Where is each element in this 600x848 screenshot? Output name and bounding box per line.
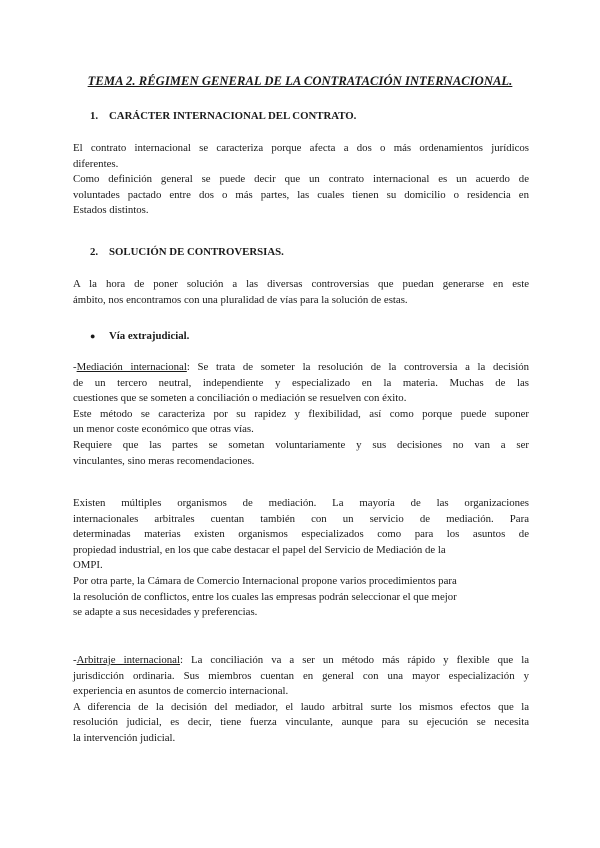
text-line: OMPI. xyxy=(73,559,103,572)
term-arbitraje-internacional: Arbitraje internacional xyxy=(76,654,180,666)
text-line: la resolución de conflictos, entre los cuales las empresas podrán seleccionar el que mejor xyxy=(73,590,457,603)
term-mediacion-internacional: Mediación internacional xyxy=(76,361,187,373)
arbitraje-paragraph xyxy=(73,653,529,747)
text-line: Como definición general se puede decir que un contrato internacional es un acuerdo de xyxy=(73,173,529,186)
text-line: A la hora de poner solución a las diversas controversias que puedan generarse en este xyxy=(73,278,529,290)
bullet-via-extrajudicial xyxy=(90,330,189,342)
dash-prefix: - xyxy=(73,361,77,373)
organismos-paragraph xyxy=(73,496,529,621)
section-1-paragraph-1 xyxy=(73,141,529,219)
document-title: TEMA 2. RÉGIMEN GENERAL DE LA CONTRATACIÓN INTERNACIONAL. xyxy=(87,74,513,88)
text-line: se adapte a sus necesidades y preferencias. xyxy=(73,606,258,619)
section-2-number: 2. xyxy=(90,246,99,258)
text-line: Por otra parte, la Cámara de Comercio Internacional propone varios procedimientos para xyxy=(73,574,457,587)
text-line: la intervención judicial. xyxy=(73,731,176,744)
text-line: propiedad industrial, en los que cabe destacar el papel del Servicio de Mediación de la xyxy=(73,543,446,556)
text-line: Este método se caracteriza por su rapidez y flexibilidad, así como porque puede suponer xyxy=(73,407,529,420)
text-line: resolución judicial, es decir, tiene fuerza vinculante, aunque para su ejecución se necesita xyxy=(73,716,529,729)
text-line: Requiere que las partes se sometan voluntariamente y sus decisiones no van a ser xyxy=(73,438,529,451)
section-2-title: SOLUCIÓN DE CONTROVERSIAS. xyxy=(109,246,284,258)
section-1-number: 1. xyxy=(90,110,99,122)
text-fragment: : Se trata de someter la resolución de la controversia a la decisión xyxy=(186,361,529,373)
text-line: internacionales arbitrales cuentan también con un servicio de mediación. Para xyxy=(73,512,529,525)
section-1-heading xyxy=(90,110,356,122)
text-line: El contrato internacional se caracteriza porque afecta a dos o más ordenamientos jurídicos xyxy=(73,142,529,154)
dash-prefix: - xyxy=(73,654,77,666)
section-2-intro xyxy=(73,277,529,308)
text-line: determinadas materias existen organismos especializados como para los asuntos de xyxy=(73,528,529,541)
text-line: jurisdicción ordinaria. Sus miembros cuentan en general con una mayor especialización y xyxy=(73,669,529,682)
text-line: un menor coste económico que otras vías. xyxy=(73,423,254,436)
text-line: Estados distintos. xyxy=(73,204,149,217)
text-line: vinculantes, sino meras recomendaciones. xyxy=(73,454,255,467)
text-line: diferentes. xyxy=(73,157,119,170)
mediacion-paragraph xyxy=(73,360,529,469)
text-line: cuestiones que se someten a conciliación o mediación se resuelven con éxito. xyxy=(73,392,407,405)
section-1-title: CARÁCTER INTERNACIONAL DEL CONTRATO. xyxy=(109,110,357,122)
text-line: experiencia en asuntos de comercio internacional. xyxy=(73,685,289,698)
text-line: A diferencia de la decisión del mediador, el laudo arbitral surte los mismos efectos que la xyxy=(73,700,529,713)
text-line xyxy=(73,360,529,376)
bullet-dot-icon: ● xyxy=(90,331,96,341)
text-fragment: : La conciliación va a ser un método más rápido y flexible que la xyxy=(179,654,529,666)
text-line: voluntades pactado entre dos o más partes, las cuales tienen su domicilio o residencia en xyxy=(73,188,529,201)
text-line: ámbito, nos encontramos con una pluralidad de vías para la solución de estas. xyxy=(73,293,408,306)
bullet-label: Vía extrajudicial. xyxy=(109,330,190,342)
text-line: de un tercero neutral, independiente y especializado en la materia. Muchas de las xyxy=(73,376,529,389)
section-2-heading xyxy=(90,246,284,258)
text-line xyxy=(73,653,529,669)
text-line: Existen múltiples organismos de mediación. La mayoría de las organizaciones xyxy=(73,497,529,509)
